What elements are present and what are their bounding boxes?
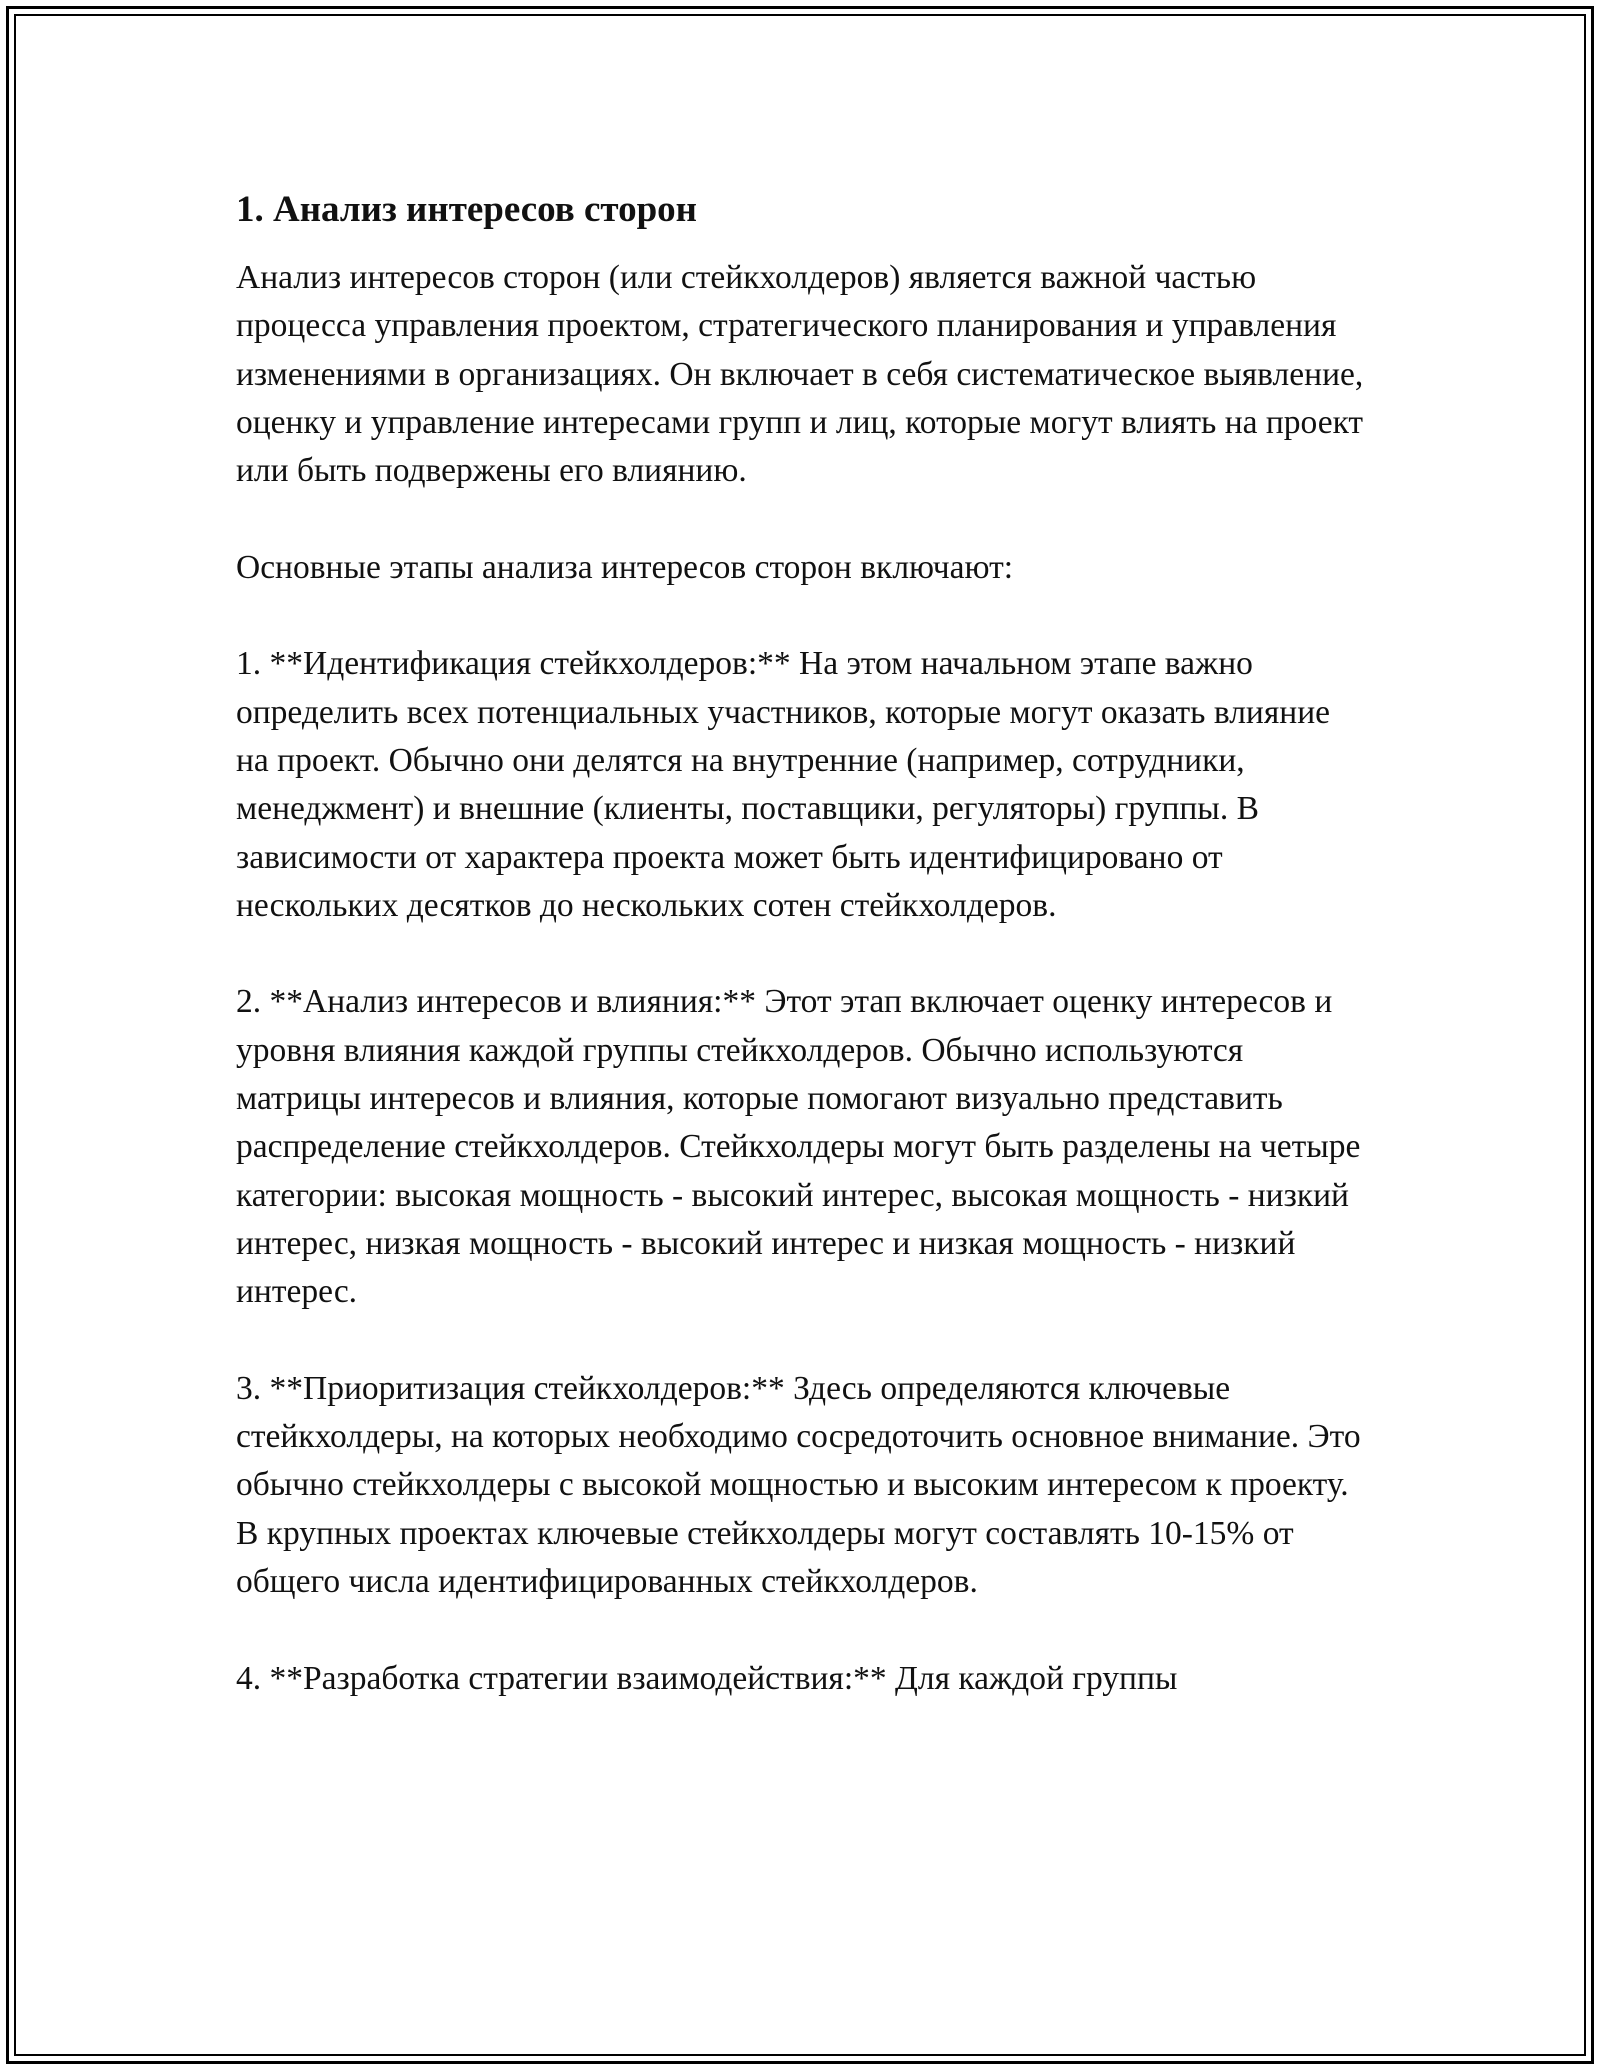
intro-paragraph: Анализ интересов сторон (или стейкхолдеров) является важной частью процесса управления проектом, стратегического планирования и управления изменениями в организациях. Он включает в себя систематическое выявление, оценку и управление интересами групп и лиц, которые могут влиять на проект или быть подвержены его влиянию.	[236, 259, 1364, 490]
stage-3-paragraph: 3. **Приоритизация стейкхолдеров:** Здесь определяются ключевые стейкхолдеры, на которых необходимо сосредоточить основное внимание. Это обычно стейкхолдеры с высокой мощностью и высоким интересом к проекту. В крупных проектах ключевые стейкхолдеры могут составлять 10-15% от общего числа идентифицированных стейкхолдеров.	[236, 1369, 1361, 1601]
section-heading: 1. Анализ интересов сторон	[236, 189, 697, 230]
stage-2-paragraph: 2. **Анализ интересов и влияния:** Этот этап включает оценку интересов и уровня влияния каждой группы стейкхолдеров. Обычно используются матрицы интересов и влияния, которые помогают визуально представить распределение стейкхолдеров. Стейкхолдеры могут быть разделены на четыре категории: высокая мощность - высокий интерес, высокая мощность - низкий интерес, низкая мощность - высокий интерес и низкая мощность - низкий интерес.	[236, 983, 1361, 1311]
document-body	[236, 186, 1366, 1751]
stage-4-paragraph: 4. **Разработка стратегии взаимодействия:** Для каждой группы	[236, 1659, 1178, 1697]
stages-intro-paragraph: Основные этапы анализа интересов сторон включают:	[236, 548, 1014, 586]
stage-1-paragraph: 1. **Идентификация стейкхолдеров:** На этом начальном этапе важно определить всех потенциальных участников, которые могут оказать влияние на проект. Обычно они делятся на внутренние (например, сотрудники, менеджмент) и внешние (клиенты, поставщики, регуляторы) группы. В зависимости от характера проекта может быть идентифицировано от нескольких десятков до нескольких сотен стейкхолдеров.	[236, 645, 1330, 924]
